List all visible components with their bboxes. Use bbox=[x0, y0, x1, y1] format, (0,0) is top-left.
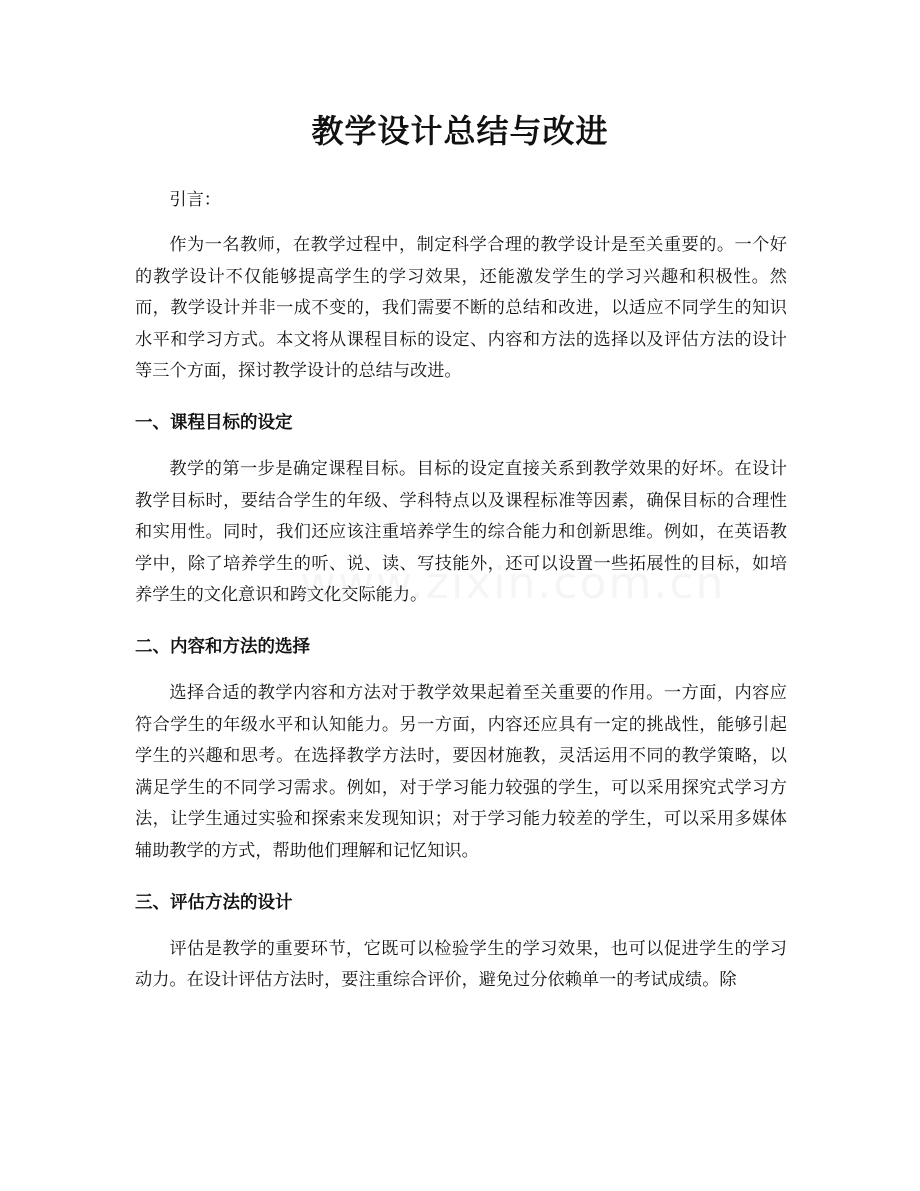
section-heading: 三、评估方法的设计 bbox=[135, 892, 293, 913]
section-course-goals bbox=[135, 410, 787, 612]
section-content-methods bbox=[135, 634, 787, 868]
intro-paragraph: 作为一名教师，在教学过程中，制定科学合理的教学设计是至关重要的。一个好的教学设计不仅能够提高学生的学习效果，还能激发学生的学习兴趣和积极性。然而，教学设计并非一成不变的，我们需要不断的总结和改进，以适应不同学生的知识水平和学习方式。本文将从课程目标的设定、内容和方法的选择以及评估方法的设计等三个方面，探讨教学设计的总结与改进。 bbox=[135, 235, 787, 382]
document-title: 教学设计总结与改进 bbox=[311, 112, 609, 150]
section-paragraph: 教学的第一步是确定课程目标。目标的设定直接关系到教学效果的好坏。在设计教学目标时，要结合学生的年级、学科特点以及课程标准等因素，确保目标的合理性和实用性。同时，我们还应该注重培养学生的综合能力和创新思维。例如，在英语教学中，除了培养学生的听、说、读、写技能外，还可以设置一些拓展性的目标，如培养学生的文化意识和跨文化交际能力。 bbox=[135, 458, 787, 606]
section-paragraph: 选择合适的教学内容和方法对于教学效果起着至关重要的作用。一方面，内容应符合学生的年级水平和认知能力。另一方面，内容还应具有一定的挑战性，能够引起学生的兴趣和思考。在选择教学方法时，要因材施教，灵活运用不同的教学策略，以满足学生的不同学习需求。例如，对于学习能力较强的学生，可以采用探究式学习方法，让学生通过实验和探索来发现知识；对于学习能力较差的学生，可以采用多媒体辅助教学的方式，帮助他们理解和记忆知识。 bbox=[135, 682, 787, 861]
section-heading: 二、内容和方法的选择 bbox=[135, 636, 310, 657]
section-heading: 一、课程目标的设定 bbox=[135, 412, 293, 433]
document-body bbox=[135, 182, 787, 997]
intro-label: 引言： bbox=[169, 190, 221, 210]
section-paragraph: 评估是教学的重要环节，它既可以检验学生的学习效果，也可以促进学生的学习动力。在设计评估方法时，要注重综合评价，避免过分依赖单一的考试成绩。除 bbox=[135, 938, 787, 991]
section-assessment-design bbox=[135, 890, 787, 997]
